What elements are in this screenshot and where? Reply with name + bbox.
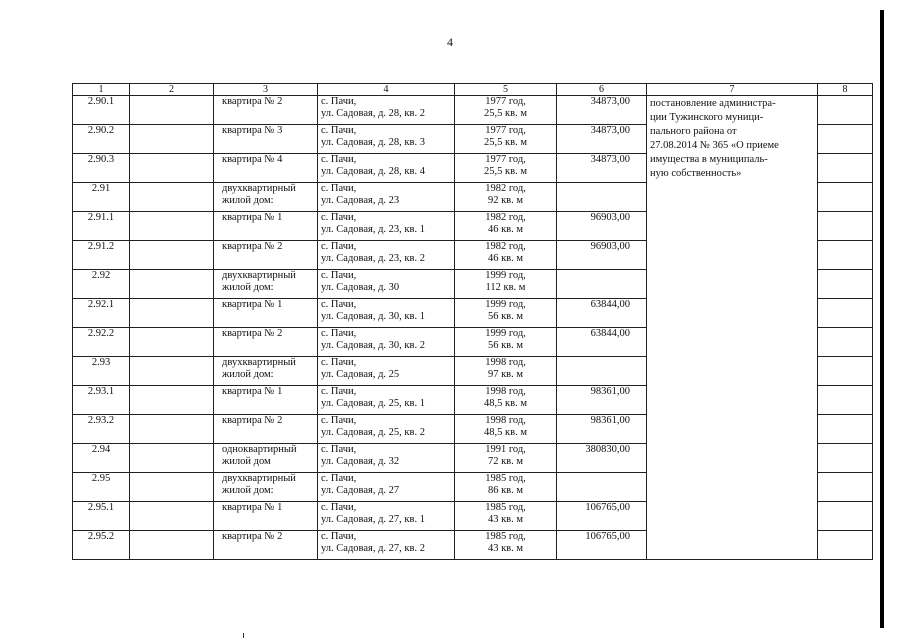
address-cell-line: с. Пачи, [321,241,357,252]
object-name-cell-line: квартира № 1 [222,299,283,310]
value-cell: 96903,00 [557,241,647,270]
year-area-cell-line: 1982 год, [485,212,526,223]
address-cell-line: с. Пачи, [321,328,357,339]
address-cell-line: ул. Садовая, д. 30, кв. 1 [321,311,425,322]
address-cell-line: с. Пачи, [321,96,357,107]
address-cell-line: ул. Садовая, д. 28, кв. 2 [321,108,425,119]
year-area-cell-line: 1998 год, [485,386,526,397]
value-cell: 98361,00 [557,386,647,415]
address-cell-line: ул. Садовая, д. 27, кв. 2 [321,543,425,554]
empty-cell [818,125,873,154]
year-area-cell-line: 1998 год, [485,357,526,368]
address-cell-line: с. Пачи, [321,125,357,136]
value-cell: 63844,00 [557,299,647,328]
address-cell-line: ул. Садовая, д. 23 [321,195,400,206]
column-header: 2 [130,84,214,96]
value-cell: 380830,00 [557,444,647,473]
value-cell: 98361,00 [557,415,647,444]
year-area-cell-line: 25,5 кв. м [484,137,527,148]
empty-cell [818,270,873,299]
address-cell [318,270,455,299]
object-name-cell-line: жилой дом: [222,282,274,293]
empty-cell [130,357,214,386]
object-name-cell [214,270,318,299]
year-area-cell-line: 86 кв. м [487,485,524,496]
column-number-row [73,84,873,96]
object-name-cell-line: квартира № 2 [222,415,283,426]
empty-cell [818,299,873,328]
year-area-cell-line: 1982 год, [485,241,526,252]
item-number-cell: 2.90.3 [73,154,130,183]
empty-cell [130,154,214,183]
address-cell [318,241,455,270]
item-number-cell: 2.91.1 [73,212,130,241]
address-cell-line: с. Пачи, [321,270,357,281]
address-cell [318,386,455,415]
object-name-cell-line: двухквартирный [222,183,296,194]
year-area-cell-line: 1977 год, [485,154,526,165]
page-number: 4 [447,35,453,49]
item-number-cell: 2.93.2 [73,415,130,444]
item-number-cell: 2.93.1 [73,386,130,415]
year-area-cell-line: 1985 год, [485,473,526,484]
year-area-cell [455,386,557,415]
address-cell-line: с. Пачи, [321,212,357,223]
year-area-cell-line: 1999 год, [485,328,526,339]
year-area-cell-line: 48,5 кв. м [484,427,527,438]
empty-cell [818,531,873,560]
value-cell: 96903,00 [557,212,647,241]
year-area-cell [455,241,557,270]
value-cell [557,357,647,386]
year-area-cell [455,473,557,502]
basis-document-cell [647,96,818,560]
empty-cell [130,473,214,502]
empty-cell [130,415,214,444]
year-area-cell [455,415,557,444]
year-area-cell-line: 97 кв. м [487,369,524,380]
object-name-cell-line: двухквартирный [222,270,296,281]
year-area-cell-line: 1998 год, [485,415,526,426]
address-cell-line: ул. Садовая, д. 28, кв. 3 [321,137,425,148]
year-area-cell-line: 1985 год, [485,502,526,513]
address-cell-line: ул. Садовая, д. 25, кв. 1 [321,398,425,409]
object-name-cell-line: квартира № 1 [222,212,283,223]
object-name-cell-line: квартира № 2 [222,96,283,107]
empty-cell [818,154,873,183]
address-cell [318,125,455,154]
year-area-cell [455,96,557,125]
object-name-cell-line: жилой дом: [222,485,274,496]
object-name-cell-line: жилой дом: [222,195,274,206]
column-header: 5 [455,84,557,96]
object-name-cell [214,154,318,183]
year-area-cell-line: 43 кв. м [487,543,524,554]
address-cell-line: ул. Садовая, д. 30 [321,282,400,293]
year-area-cell-line: 25,5 кв. м [484,108,527,119]
empty-cell [130,531,214,560]
object-name-cell-line: квартира № 4 [222,154,283,165]
year-area-cell-line: 46 кв. м [487,224,524,235]
address-cell [318,473,455,502]
year-area-cell-line: 48,5 кв. м [484,398,527,409]
year-area-cell [455,502,557,531]
year-area-cell-line: 56 кв. м [487,340,524,351]
value-cell: 63844,00 [557,328,647,357]
year-area-cell [455,444,557,473]
address-cell-line: ул. Садовая, д. 23, кв. 2 [321,253,425,264]
address-cell-line: с. Пачи, [321,473,357,484]
item-number-cell: 2.91.2 [73,241,130,270]
property-register-table [72,83,873,560]
basis-document-cell-line: пального района от [650,126,737,137]
empty-cell [818,415,873,444]
empty-cell [130,502,214,531]
object-name-cell-line: квартира № 2 [222,241,283,252]
object-name-cell [214,125,318,154]
address-cell [318,502,455,531]
year-area-cell-line: 25,5 кв. м [484,166,527,177]
value-cell [557,270,647,299]
object-name-cell [214,386,318,415]
value-cell [557,473,647,502]
value-cell: 34873,00 [557,125,647,154]
empty-cell [130,386,214,415]
empty-cell [130,212,214,241]
empty-cell [130,183,214,212]
address-cell-line: ул. Садовая, д. 27 [321,485,400,496]
object-name-cell [214,415,318,444]
object-name-cell-line: одноквартирный [222,444,297,455]
object-name-cell [214,357,318,386]
address-cell-line: с. Пачи, [321,531,357,542]
address-cell [318,444,455,473]
column-header: 6 [557,84,647,96]
address-cell-line: ул. Садовая, д. 25, кв. 2 [321,427,425,438]
item-number-cell: 2.95.2 [73,531,130,560]
empty-cell [130,125,214,154]
object-name-cell [214,502,318,531]
object-name-cell [214,328,318,357]
address-cell [318,357,455,386]
item-number-cell: 2.93 [73,357,130,386]
basis-document-cell-line: имущества в муниципаль- [650,154,768,165]
address-cell-line: с. Пачи, [321,357,357,368]
address-cell-line: ул. Садовая, д. 30, кв. 2 [321,340,425,351]
empty-cell [818,357,873,386]
address-cell-line: с. Пачи, [321,386,357,397]
address-cell-line: с. Пачи, [321,415,357,426]
address-cell-line: ул. Садовая, д. 27, кв. 1 [321,514,425,525]
item-number-cell: 2.92.1 [73,299,130,328]
address-cell-line: с. Пачи, [321,299,357,310]
object-name-cell-line: квартира № 1 [222,386,283,397]
item-number-cell: 2.92.2 [73,328,130,357]
object-name-cell-line: жилой дом: [222,369,274,380]
object-name-cell [214,473,318,502]
object-name-cell-line: квартира № 2 [222,531,283,542]
year-area-cell-line: 92 кв. м [487,195,524,206]
column-header: 1 [73,84,130,96]
item-number-cell: 2.95.1 [73,502,130,531]
object-name-cell-line: двухквартирный [222,357,296,368]
address-cell-line: ул. Садовая, д. 32 [321,456,400,467]
table-row [73,96,873,125]
object-name-cell [214,183,318,212]
object-name-cell-line: двухквартирный [222,473,296,484]
empty-cell [130,241,214,270]
year-area-cell [455,531,557,560]
address-cell [318,212,455,241]
address-cell-line: с. Пачи, [321,183,357,194]
year-area-cell-line: 1977 год, [485,125,526,136]
item-number-cell: 2.94 [73,444,130,473]
year-area-cell-line: 1991 год, [485,444,526,455]
item-number-cell: 2.90.1 [73,96,130,125]
object-name-cell-line: жилой дом [222,456,271,467]
address-cell [318,96,455,125]
year-area-cell-line: 112 кв. м [485,282,526,293]
year-area-cell-line: 72 кв. м [487,456,524,467]
year-area-cell-line: 1982 год, [485,183,526,194]
object-name-cell [214,531,318,560]
year-area-cell [455,328,557,357]
address-cell-line: ул. Садовая, д. 28, кв. 4 [321,166,425,177]
year-area-cell-line: 1977 год, [485,96,526,107]
empty-cell [818,444,873,473]
empty-cell [818,241,873,270]
empty-cell [818,473,873,502]
empty-cell [130,96,214,125]
value-cell: 106765,00 [557,502,647,531]
basis-document-cell-line: 27.08.2014 № 365 «О приеме [650,140,779,151]
year-area-cell-line: 1985 год, [485,531,526,542]
year-area-cell [455,125,557,154]
empty-cell [818,183,873,212]
value-cell: 106765,00 [557,531,647,560]
basis-document-cell-line: ную собственность» [650,168,742,179]
empty-cell [818,212,873,241]
year-area-cell [455,183,557,212]
basis-document-cell-line: ции Тужинского муници- [650,112,764,123]
address-cell-line: ул. Садовая, д. 23, кв. 1 [321,224,425,235]
address-cell [318,183,455,212]
empty-cell [130,299,214,328]
object-name-cell [214,96,318,125]
year-area-cell [455,270,557,299]
object-name-cell [214,241,318,270]
item-number-cell: 2.92 [73,270,130,299]
object-name-cell [214,444,318,473]
scan-edge-bar [880,10,884,628]
scan-speck [243,633,244,638]
object-name-cell-line: квартира № 2 [222,328,283,339]
address-cell-line: с. Пачи, [321,502,357,513]
address-cell [318,415,455,444]
address-cell [318,299,455,328]
empty-cell [130,270,214,299]
year-area-cell-line: 1999 год, [485,270,526,281]
value-cell: 34873,00 [557,154,647,183]
address-cell-line: с. Пачи, [321,154,357,165]
year-area-cell [455,299,557,328]
empty-cell [818,96,873,125]
empty-cell [818,386,873,415]
address-cell [318,328,455,357]
address-cell-line: с. Пачи, [321,444,357,455]
item-number-cell: 2.90.2 [73,125,130,154]
column-header: 4 [318,84,455,96]
column-header: 3 [214,84,318,96]
year-area-cell-line: 43 кв. м [487,514,524,525]
year-area-cell [455,357,557,386]
address-cell [318,154,455,183]
basis-document-cell-line: постановление администра- [650,98,776,109]
value-cell: 34873,00 [557,96,647,125]
year-area-cell [455,212,557,241]
year-area-cell-line: 46 кв. м [487,253,524,264]
empty-cell [130,444,214,473]
year-area-cell-line: 1999 год, [485,299,526,310]
object-name-cell-line: квартира № 1 [222,502,283,513]
object-name-cell [214,212,318,241]
address-cell [318,531,455,560]
empty-cell [818,328,873,357]
year-area-cell [455,154,557,183]
empty-cell [818,502,873,531]
item-number-cell: 2.91 [73,183,130,212]
item-number-cell: 2.95 [73,473,130,502]
empty-cell [130,328,214,357]
column-header: 8 [818,84,873,96]
column-header: 7 [647,84,818,96]
year-area-cell-line: 56 кв. м [487,311,524,322]
object-name-cell [214,299,318,328]
value-cell [557,183,647,212]
address-cell-line: ул. Садовая, д. 25 [321,369,400,380]
object-name-cell-line: квартира № 3 [222,125,283,136]
